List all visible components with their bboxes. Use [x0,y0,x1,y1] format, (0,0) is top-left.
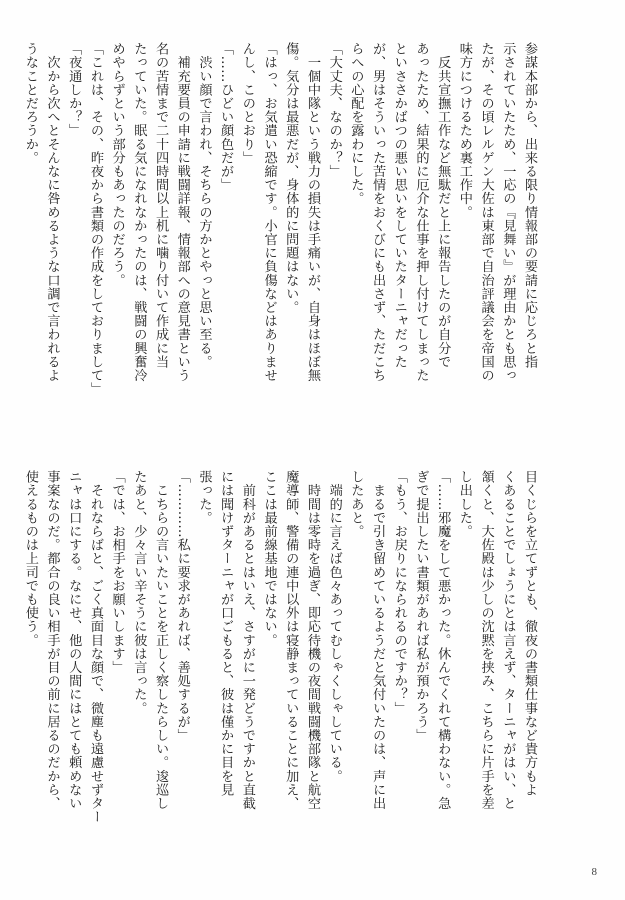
text-line: 「もう、お戻りになられるのですか？」 [391,470,407,715]
text-line: 「…………私に要求があれば、善処するが」 [174,470,190,742]
text-line: こちらの言いたいことを正しく察したらしい。逡巡し [153,470,169,810]
text-line: 「これは、その、昨夜から書類の作成をしておりまして」 [87,42,103,396]
text-line: たっていた。眠る気になれなかったのは、戦闘の興奮冷 [131,42,147,382]
text-line: 張った。 [196,470,212,525]
text-line: まるで引き留めているようだと気付いたのは、声に出 [370,470,386,810]
text-line: らへの心配を露わにした。 [348,42,364,206]
text-line: 名の苦情まで二十四時間以上机に噛り付いて作成に当 [153,42,169,369]
text-line: し出した。 [456,470,472,538]
text-line: 「大丈夫、なのか？」 [326,42,342,178]
text-line: 「……邪魔をして悪かった。休んでくれて構わない。急 [435,470,451,810]
text-line: が、男はそういった苦情をおくびにも出さず、ただこち [370,42,386,382]
text-line: 端的に言えば色々あってむしゃくしゃしている。 [326,470,342,783]
text-line: ここは最前線基地ではない。 [261,470,277,647]
text-line: たあと、少々言い辛そうに彼は言った。 [131,470,147,715]
text-line: 補充要員の申請に戦闘詳報、情報部への意見書という [174,42,190,382]
bottom-text-block [19,470,540,870]
text-line: といささかばつの悪い思いをしていたターニャだった [391,42,407,369]
text-line: 示されていたため、一応の『見舞い』が理由かとも思っ [500,42,516,382]
text-line: 傷。気分は最悪だが、身体的に問題はない。 [283,42,299,314]
text-line: あったため、結果的に厄介な仕事を押し付けてしまった [413,42,429,382]
text-line: くあることでしょうにとは言えず、ターニャがはい、と [500,470,516,810]
text-line: 頷くと、大佐殿は少しの沈黙を挟み、こちらに片手を差 [478,470,494,810]
text-line: 時間は零時を過ぎ、即応待機の夜間戦闘機部隊と航空 [304,470,320,810]
text-line: うなことだろうか。 [22,42,38,165]
top-text-block [19,42,540,442]
text-line: 一個中隊という戦力の損失は手痛いが、自身はほぼ無 [304,42,320,382]
text-line: 「はっ、お気遣い恐縮です。小官に負傷などはありませ [261,42,277,382]
text-line: 参謀本部から、出来る限り情報部の要請に応じろと指 [522,42,537,369]
text-line: 「……ひどい顔色だが」 [218,42,234,192]
text-line: には聞けずターニャが口ごもると、彼は僅かに目を見 [218,470,234,797]
text-line: 前科があるとはいえ、さすがに一発どうですかと直截 [239,470,255,810]
page-number: 8 [591,866,597,878]
text-line: 渋い顔で言われ、そちらの方かとやっと思い至る。 [196,42,212,369]
text-line: 「では、お相手をお願いします」 [109,470,125,674]
text-line: 魔導師、警備の連中以外は寝静まっていることに加え、 [283,470,299,810]
text-line: ニャは口にする。なにせ、他の人間にはとても頼めない [66,470,82,810]
text-line: んし、このとおり」 [239,42,255,165]
text-line: たが、その頃レルゲン大佐は東部で自治評議会を帝国の [478,42,494,382]
text-line: 次から次へとそんなに咎めるような口調で言われるよ [44,42,60,382]
text-line: 使えるものは上司でも使う。 [22,470,38,647]
text-line: 味方につけるため裏工作中。 [456,42,472,219]
text-line: ぎで提出したい書類があれば私が預かろう」 [413,470,429,742]
text-line: 目くじらを立てずとも、徹夜の書類仕事など貴方もよ [522,470,537,797]
text-line: めやらずという部分もあったのだろう。 [109,42,125,287]
text-line: したあと。 [348,470,364,538]
text-line: 「夜通しか？」 [66,42,82,138]
text-line: それならばと、ごく真面目な顔で、微塵も遠慮せずター [87,470,103,824]
text-line: 事案なのだ。都合の良い相手が目の前に居るのだから、 [44,470,60,810]
text-line: 反共宣撫工作など無駄だと上に報告したのが自分で [435,42,451,369]
